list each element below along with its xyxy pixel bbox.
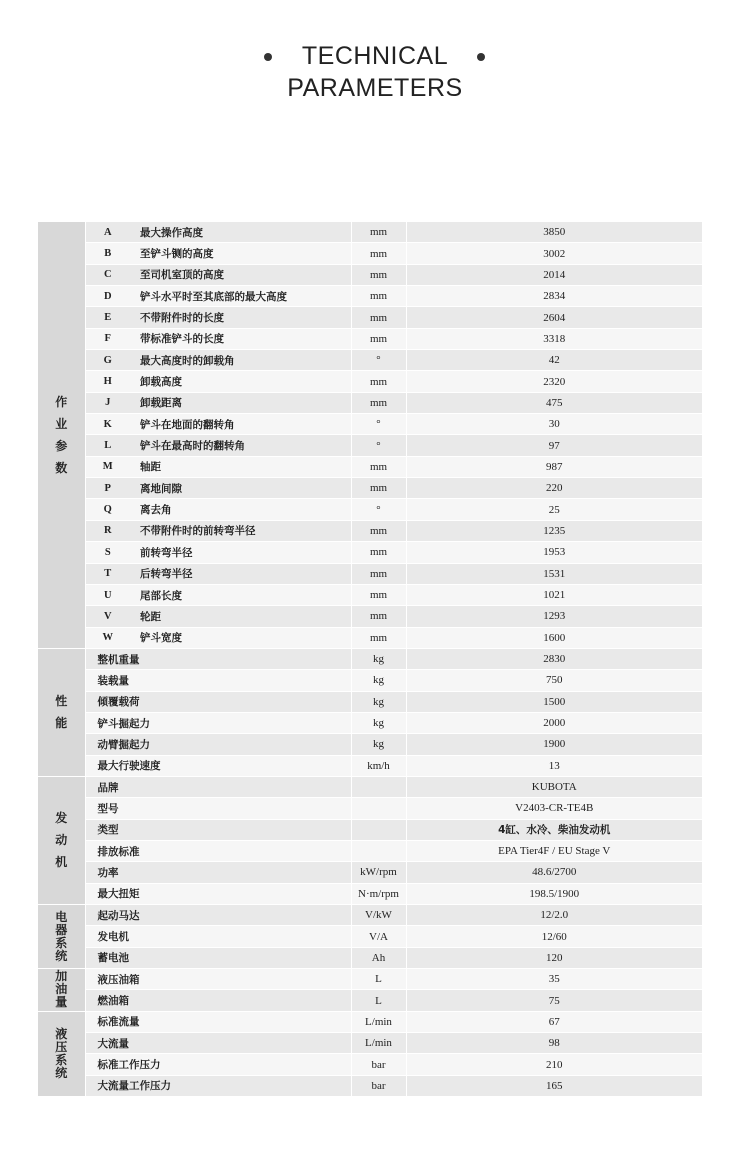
table-row [38,947,702,968]
param-name: 铲斗在地面的翻转角 [130,414,351,435]
table-row [38,456,702,477]
table-row [38,691,702,712]
param-value: 750 [406,670,702,691]
param-name: 卸载高度 [130,371,351,392]
param-unit: L/min [351,1011,406,1032]
param-name: 不带附件时的前转弯半径 [130,520,351,541]
param-unit: bar [351,1075,406,1096]
param-unit: mm [351,584,406,605]
param-code: E [85,307,130,328]
param-unit: mm [351,627,406,648]
table-row [38,990,702,1011]
param-unit: ° [351,435,406,456]
param-unit: mm [351,456,406,477]
table-row [38,350,702,371]
table-row [38,798,702,819]
param-code: D [85,286,130,307]
param-unit: mm [351,307,406,328]
param-name: 离地间隙 [130,478,351,499]
param-value: 1293 [406,606,702,627]
param-value: 75 [406,990,702,1011]
param-unit [351,819,406,840]
param-name: 倾覆载荷 [85,691,351,712]
param-unit: mm [351,328,406,349]
param-name: 动臂掘起力 [85,734,351,755]
bullet-dot-icon [477,53,485,61]
table-row [38,670,702,691]
table-row [38,926,702,947]
title-line-1: TECHNICAL [301,42,449,70]
param-value: 98 [406,1033,702,1054]
table-row [38,819,702,840]
param-value: 2830 [406,648,702,669]
param-value: 13 [406,755,702,776]
group-label [38,648,85,776]
param-name: 发电机 [85,926,351,947]
param-unit: mm [351,371,406,392]
param-value: 987 [406,456,702,477]
param-value: 1600 [406,627,702,648]
param-code: P [85,478,130,499]
param-value: 35 [406,969,702,990]
param-unit: kg [351,691,406,712]
param-unit: mm [351,286,406,307]
group-label-text: 加 油 量 [55,969,68,1010]
param-unit [351,776,406,797]
param-unit [351,840,406,861]
param-value: 48.6/2700 [406,862,702,883]
param-value: 67 [406,1011,702,1032]
param-code: A [85,222,130,243]
param-value: KUBOTA [406,776,702,797]
param-unit: ° [351,499,406,520]
param-value: 25 [406,499,702,520]
param-name: 标准工作压力 [85,1054,351,1075]
param-value: 3850 [406,222,702,243]
param-name: 铲斗掘起力 [85,712,351,733]
table-row [38,1054,702,1075]
param-name: 标准流量 [85,1011,351,1032]
param-value: 165 [406,1075,702,1096]
param-value: 1900 [406,734,702,755]
param-value: 12/60 [406,926,702,947]
param-name: 整机重量 [85,648,351,669]
param-name: 带标准铲斗的长度 [130,328,351,349]
param-unit: mm [351,243,406,264]
spec-table [38,222,702,1097]
table-row [38,862,702,883]
param-unit: V/A [351,926,406,947]
table-row [38,969,702,990]
param-value: 475 [406,392,702,413]
param-unit: L [351,969,406,990]
param-value: 3002 [406,243,702,264]
table-row [38,414,702,435]
param-value: 97 [406,435,702,456]
param-value: 1953 [406,542,702,563]
param-unit: mm [351,264,406,285]
param-code: Q [85,499,130,520]
table-row [38,499,702,520]
bullet-dot-icon [264,53,272,61]
param-name: 大流量 [85,1033,351,1054]
param-unit: Ah [351,947,406,968]
group-label [38,222,85,648]
param-name: 铲斗水平时至其底部的最大高度 [130,286,351,307]
table-row [38,371,702,392]
param-name: 类型 [85,819,351,840]
param-name: 最大操作高度 [130,222,351,243]
table-row [38,286,702,307]
group-label-text: 电 器 系 统 [55,909,68,963]
table-row [38,520,702,541]
param-name: 最大高度时的卸载角 [130,350,351,371]
table-row [38,563,702,584]
param-name: 铲斗宽度 [130,627,351,648]
param-name: 至司机室顶的高度 [130,264,351,285]
param-unit: ° [351,414,406,435]
param-value: 2834 [406,286,702,307]
param-unit: mm [351,606,406,627]
param-unit: mm [351,478,406,499]
param-name: 至铲斗铡的高度 [130,243,351,264]
param-value: 12/2.0 [406,905,702,926]
param-name: 大流量工作压力 [85,1075,351,1096]
table-row [38,328,702,349]
group-label [38,776,85,904]
group-label [38,1011,85,1096]
param-name: 卸载距离 [130,392,351,413]
param-name: 最大行驶速度 [85,755,351,776]
table-row [38,905,702,926]
param-value: 2320 [406,371,702,392]
param-name: 起动马达 [85,905,351,926]
table-row [38,222,702,243]
table-row [38,840,702,861]
param-value: 30 [406,414,702,435]
param-code: V [85,606,130,627]
param-code: S [85,542,130,563]
group-label-text: 发 动 机 [55,811,68,870]
param-name: 燃油箱 [85,990,351,1011]
param-code: M [85,456,130,477]
param-name: 轴距 [130,456,351,477]
param-unit: V/kW [351,905,406,926]
param-value: 2000 [406,712,702,733]
param-name: 装载量 [85,670,351,691]
param-code: T [85,563,130,584]
group-label [38,905,85,969]
param-code: J [85,392,130,413]
param-code: G [85,350,130,371]
param-code: L [85,435,130,456]
param-unit: km/h [351,755,406,776]
table-row [38,307,702,328]
param-code: F [85,328,130,349]
param-name: 功率 [85,862,351,883]
param-unit: kW/rpm [351,862,406,883]
param-unit: mm [351,563,406,584]
table-row [38,1075,702,1096]
param-value: 120 [406,947,702,968]
param-value: V2403-CR-TE4B [406,798,702,819]
table-row [38,584,702,605]
param-value: 198.5/1900 [406,883,702,904]
group-label-text: 作 业 参 数 [55,394,68,475]
param-name: 后转弯半径 [130,563,351,584]
param-unit [351,798,406,819]
param-unit: L/min [351,1033,406,1054]
param-unit: mm [351,222,406,243]
param-unit: kg [351,670,406,691]
table-row [38,435,702,456]
param-code: W [85,627,130,648]
table-row [38,1011,702,1032]
param-value: 1021 [406,584,702,605]
param-name: 前转弯半径 [130,542,351,563]
param-unit: L [351,990,406,1011]
param-value: 4缸、水冷、柴油发动机 [406,819,702,840]
table-row [38,712,702,733]
table-row [38,392,702,413]
param-unit: kg [351,648,406,669]
param-name: 排放标准 [85,840,351,861]
param-value: 1235 [406,520,702,541]
table-row [38,243,702,264]
table-row [38,478,702,499]
param-value: 210 [406,1054,702,1075]
table-row [38,264,702,285]
table-row [38,627,702,648]
param-code: C [85,264,130,285]
group-label-text: 液 压 系 统 [55,1026,68,1080]
param-value: 3318 [406,328,702,349]
param-name: 最大扭矩 [85,883,351,904]
param-name: 离去角 [130,499,351,520]
param-unit: bar [351,1054,406,1075]
table-row [38,606,702,627]
param-unit: mm [351,520,406,541]
table-row [38,755,702,776]
param-code: B [85,243,130,264]
table-row [38,776,702,797]
param-value: 2604 [406,307,702,328]
param-code: U [85,584,130,605]
param-name: 轮距 [130,606,351,627]
table-row [38,734,702,755]
param-code: H [85,371,130,392]
title-line-2: PARAMETERS [287,74,463,102]
table-row [38,1033,702,1054]
table-row [38,883,702,904]
group-label [38,969,85,1012]
param-value: 2014 [406,264,702,285]
param-unit: kg [351,712,406,733]
param-unit: kg [351,734,406,755]
param-name: 尾部长度 [130,584,351,605]
param-code: K [85,414,130,435]
param-name: 品牌 [85,776,351,797]
param-unit: mm [351,392,406,413]
param-name: 液压油箱 [85,969,351,990]
param-value: EPA Tier4F / EU Stage V [406,840,702,861]
param-unit: mm [351,542,406,563]
param-code: R [85,520,130,541]
param-value: 1500 [406,691,702,712]
param-name: 不带附件时的长度 [130,307,351,328]
table-row [38,648,702,669]
param-name: 蓄电池 [85,947,351,968]
param-value: 42 [406,350,702,371]
group-label-text: 性 能 [55,694,68,731]
param-value: 220 [406,478,702,499]
param-value: 1531 [406,563,702,584]
param-name: 铲斗在最高时的翻转角 [130,435,351,456]
page-title [0,40,750,104]
param-unit: ° [351,350,406,371]
table-row [38,542,702,563]
param-name: 型号 [85,798,351,819]
param-unit: N·m/rpm [351,883,406,904]
